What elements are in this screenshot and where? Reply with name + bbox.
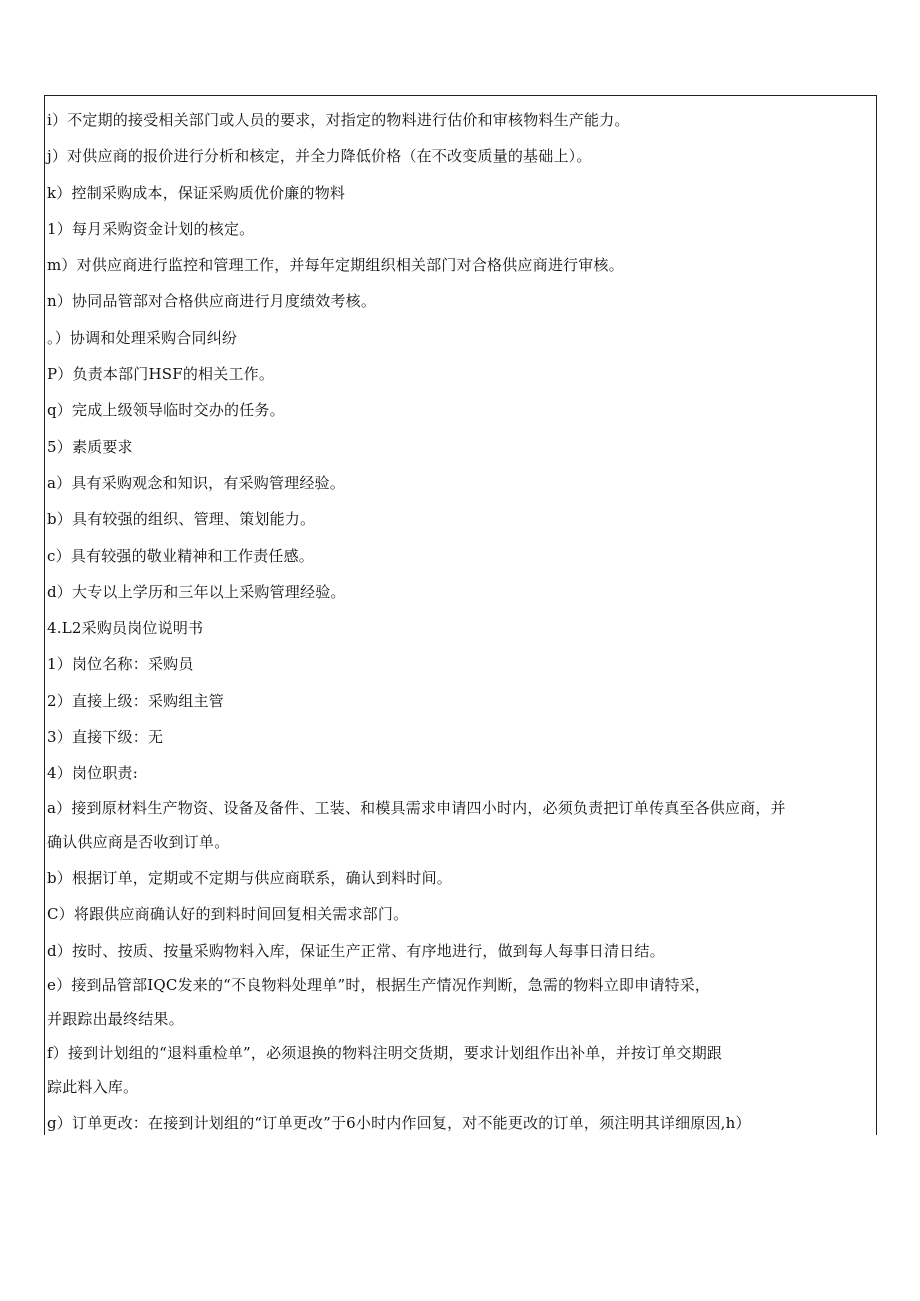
document-body [47,102,875,1142]
text-line: a）接到原材料生产物资、设备及备件、工装、和模具需求申请四小时内，必须负责把订单传真至各供应商，并 [47,798,786,817]
text-line: a）具有采购观念和知识，有采购管理经验。 [47,473,345,492]
text-line: b）具有较强的组织、管理、策划能力。 [47,510,316,529]
text-line: c）具有较强的敬业精神和工作责任感。 [47,546,315,565]
text-line: q）完成上级领导临时交办的任务。 [47,401,285,420]
text-line: 4）岗位职责: [47,764,138,783]
text-line: 1）每月采购资金计划的核定。 [47,219,255,238]
text-line: 1）岗位名称：采购员 [47,655,194,674]
text-line-continuation: 并跟踪出最终结果。 [47,1009,184,1028]
text-line: 3）直接下级：无 [47,728,164,747]
text-line: m）对供应商进行监控和管理工作，并每年定期组织相关部门对合格供应商进行审核。 [47,256,624,275]
text-line: b）根据订单，定期或不定期与供应商联系，确认到料时间。 [47,868,453,887]
text-line: k）控制采购成本，保证采购质优价廉的物料 [47,183,346,202]
text-line: n）协同品管部对合格供应商进行月度绩效考核。 [47,292,377,311]
text-line: d）大专以上学历和三年以上采购管理经验。 [47,582,346,601]
text-line-continuation: 踪此料入库。 [47,1078,139,1097]
text-line: 。）协调和处理采购合同纠纷 [47,328,238,347]
text-line: P）负责本部门HSF的相关工作。 [47,365,275,384]
section-heading: 5）素质要求 [47,437,133,456]
section-heading: 4.L2采购员岗位说明书 [47,619,204,638]
text-line: d）按时、按质、按量采购物料入库，保证生产正常、有序地进行，做到每人每事日清日结。 [47,941,665,960]
text-line: 2）直接上级：采购组主管 [47,691,224,710]
text-line: e）接到品管部IQC发来的“不良物料处理单”时，根据生产情况作判断，急需的物料立即申请特采， [47,975,711,994]
text-line: i）不定期的接受相关部门或人员的要求，对指定的物料进行估价和审核物料生产能力。 [47,111,630,129]
text-line-continuation: 确认供应商是否收到订单。 [47,832,230,851]
text-line: g）订单更改：在接到计划组的“订单更改”于6小时内作回复，对不能更改的订单，须注明其详细原因,h） [47,1114,751,1133]
text-line: j）对供应商的报价进行分析和核定，并全力降低价格（在不改变质量的基础上）。 [47,147,592,166]
text-line: C）将跟供应商确认好的到料时间回复相关需求部门。 [47,905,409,924]
text-line: f）接到计划组的“退料重检单”，必须退换的物料注明交货期，要求计划组作出补单，并按订单交期跟 [47,1044,723,1063]
